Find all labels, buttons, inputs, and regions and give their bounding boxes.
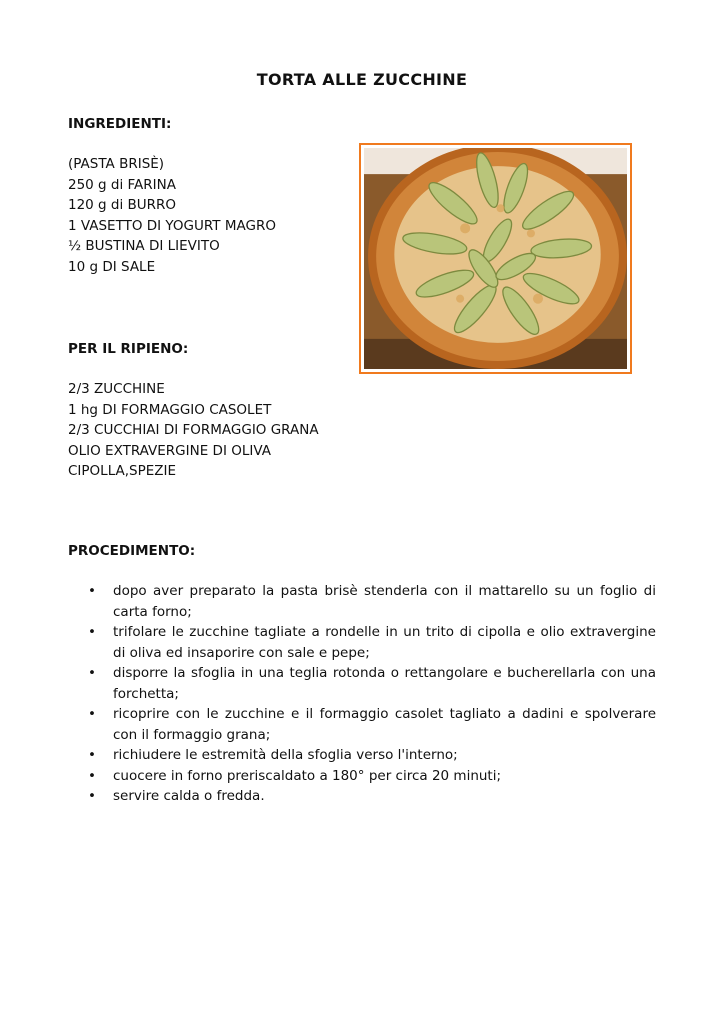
torta-illustration (364, 148, 627, 369)
filling-list (68, 379, 319, 482)
procedure-step (88, 766, 656, 787)
procedure-heading: PROCEDIMENTO: (68, 543, 196, 559)
page-title: TORTA ALLE ZUCCHINE (256, 70, 468, 89)
filling-item: 2/3 ZUCCHINE (68, 381, 165, 397)
procedure-step-text: trifolare le zucchine tagliate a rondelle in un trito di cipolla e olio extravergine di oliva ed insaporire con sale e pepe; (113, 624, 656, 661)
procedure-step (88, 704, 656, 745)
filling-heading: PER IL RIPIENO: (68, 341, 189, 357)
procedure-step (88, 581, 656, 622)
procedure-step (88, 663, 656, 704)
bullet-marker: • (88, 624, 96, 640)
procedure-step (88, 745, 656, 766)
bullet-marker: • (88, 767, 96, 784)
bullet-marker: • (88, 747, 96, 763)
filling-item: 1 hg DI FORMAGGIO CASOLET (68, 401, 272, 418)
bullet-marker: • (88, 706, 96, 722)
procedure-steps (88, 581, 656, 807)
ingredients-list (68, 154, 276, 277)
filling-item: 2/3 CUCCHIAI DI FORMAGGIO GRANA (68, 422, 319, 438)
procedure-step-text: richiudere le estremità della sfoglia verso l'interno; (113, 747, 458, 763)
bullet-marker: • (88, 788, 96, 804)
ingredient-item: 10 g DI SALE (68, 258, 156, 275)
filling-item: CIPOLLA,SPEZIE (68, 463, 177, 479)
procedure-step-text: cuocere in forno preriscaldato a 180° per circa 20 minuti; (113, 767, 502, 784)
ingredient-item: 250 g di FARINA (68, 176, 176, 193)
bullet-marker: • (88, 665, 96, 681)
torta-photo (359, 143, 632, 374)
filling-item: OLIO EXTRAVERGINE DI OLIVA (68, 442, 271, 459)
bullet-marker: • (88, 583, 96, 599)
procedure-step (88, 786, 656, 807)
ingredients-heading: INGREDIENTI: (68, 116, 172, 132)
ingredient-item: 120 g di BURRO (68, 197, 177, 213)
ingredient-item: ½ BUSTINA DI LIEVITO (68, 238, 220, 254)
procedure-step (88, 622, 656, 663)
ingredient-item: 1 VASETTO DI YOGURT MAGRO (68, 217, 276, 234)
ingredient-item: (PASTA BRISÈ) (68, 156, 165, 172)
procedure-step-text: servire calda o fredda. (113, 788, 265, 804)
procedure-step-text: ricoprire con le zucchine e il formaggio casolet tagliato a dadini e spolverare con il formaggio grana; (113, 706, 656, 743)
procedure-step-text: disporre la sfoglia in una teglia rotonda o rettangolare e bucherellarla con una forchetta; (113, 665, 656, 702)
procedure-step-text: dopo aver preparato la pasta brisè stenderla con il mattarello su un foglio di carta forno; (113, 583, 656, 620)
